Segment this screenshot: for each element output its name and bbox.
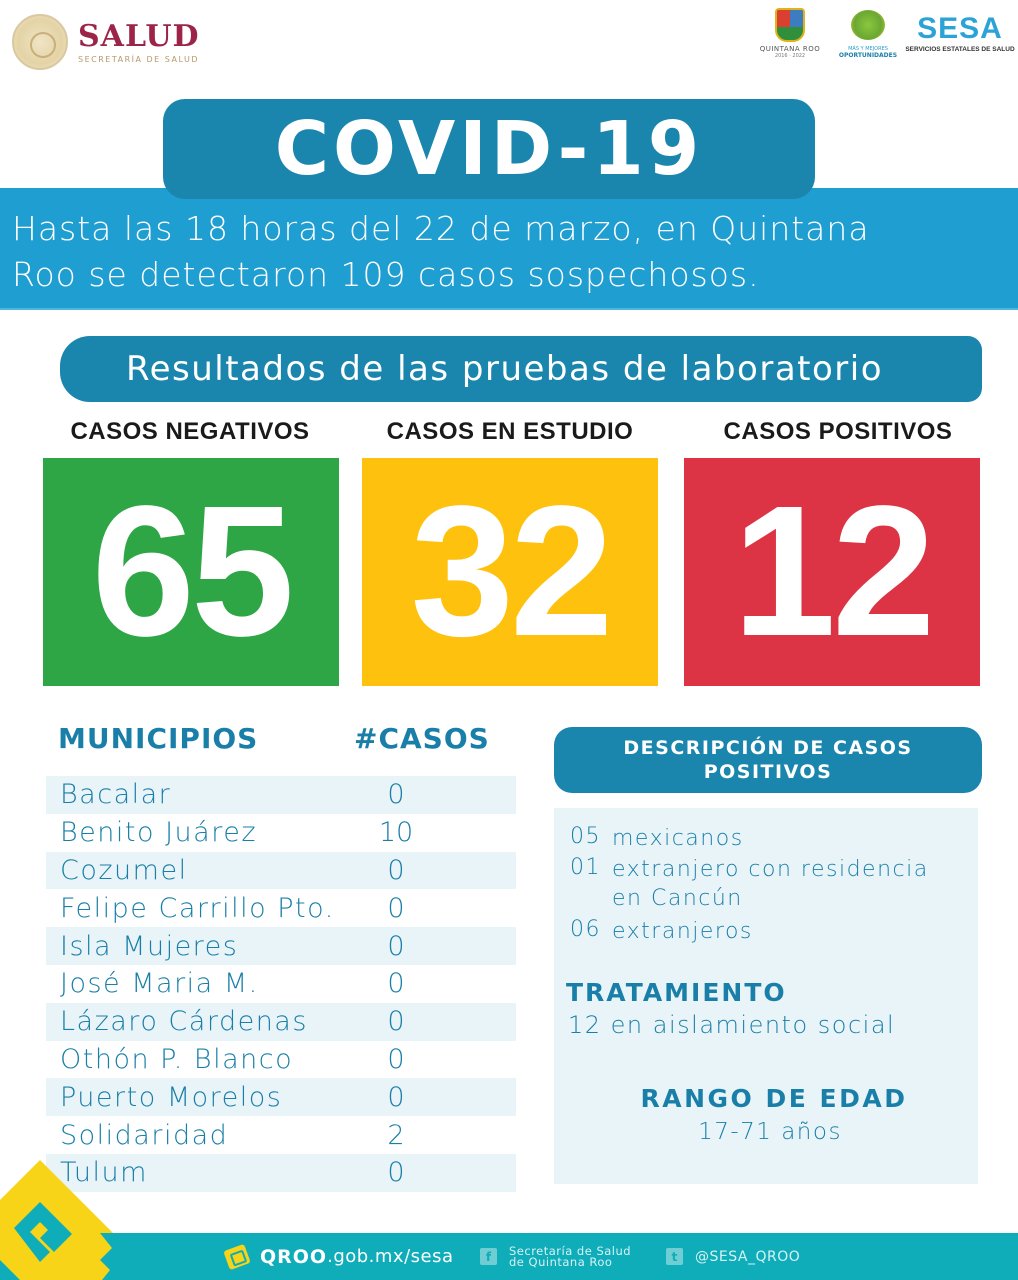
description-item-count: 01 — [570, 855, 601, 880]
description-item-text: mexicanos — [612, 826, 744, 851]
facebook-link[interactable] — [480, 1233, 631, 1280]
municipio-count: 10 — [378, 817, 414, 849]
description-header — [554, 727, 982, 793]
table-row — [46, 927, 516, 965]
description-item — [570, 917, 952, 946]
positive-cases-label: CASOS POSITIVOS — [723, 418, 953, 445]
municipios-table — [46, 776, 516, 1192]
facebook-line2: de Quintana Roo — [509, 1254, 613, 1269]
website-bold: QROO — [260, 1245, 328, 1268]
oportunidades-line1: MÁS Y MEJORES — [848, 46, 888, 52]
municipio-name: Felipe Carrillo Pto. — [60, 892, 335, 924]
study-cases-card — [362, 458, 658, 686]
oportunidades-logo — [838, 10, 898, 68]
municipio-name: Tulum — [60, 1157, 148, 1189]
municipio-name: Puerto Morelos — [60, 1081, 283, 1113]
positive-cases-value: 12 — [732, 468, 932, 675]
study-cases-label: CASOS EN ESTUDIO — [386, 418, 634, 445]
description-item-count: 05 — [570, 824, 601, 849]
table-row — [46, 1003, 516, 1041]
description-item-count: 06 — [570, 917, 601, 942]
sesa-logo-subtitle: SERVICIOS ESTATALES DE SALUD — [905, 46, 1015, 53]
summary-line-1: Hasta las 18 horas del 22 de marzo, en Quintana — [12, 209, 870, 248]
municipio-name: Cozumel — [60, 854, 188, 886]
municipio-name: José Maria M. — [60, 968, 259, 1000]
table-row — [46, 852, 516, 890]
study-cases-value: 32 — [410, 468, 610, 675]
description-item — [570, 855, 952, 913]
title-pill — [163, 99, 815, 199]
negative-cases-value: 65 — [91, 468, 291, 675]
description-panel — [554, 808, 978, 1184]
table-row — [46, 965, 516, 1003]
municipio-count: 0 — [387, 892, 405, 924]
negative-cases-label: CASOS NEGATIVOS — [70, 418, 310, 445]
twitter-handle: @SESA_QROO — [695, 1248, 801, 1265]
mayan-fret-decoration-icon — [0, 1160, 130, 1280]
treatment-heading: TRATAMIENTO — [566, 978, 787, 1007]
table-row — [46, 814, 516, 852]
municipio-count: 0 — [387, 779, 405, 811]
salud-logo-title: SALUD — [78, 18, 200, 54]
coat-of-arms-icon — [12, 14, 68, 70]
municipios-header: MUNICIPIOS — [58, 722, 259, 755]
website-rest: .gob.mx/sesa — [327, 1246, 454, 1267]
municipio-count: 0 — [387, 1081, 405, 1113]
oportunidades-line2: OPORTUNIDADES — [838, 52, 898, 59]
facebook-line1: Secretaría de Salud — [509, 1243, 632, 1258]
municipio-name: Solidaridad — [60, 1119, 229, 1151]
description-title-line1: DESCRIPCIÓN DE CASOS — [623, 737, 913, 759]
municipio-name: Isla Mujeres — [60, 930, 239, 962]
municipio-name: Benito Juárez — [60, 817, 258, 849]
description-item-text: extranjero con residencia en Cancún — [612, 857, 929, 911]
description-item-text: extranjeros — [612, 919, 753, 944]
age-range-text: 17-71 años — [698, 1119, 842, 1145]
municipio-count: 2 — [387, 1119, 405, 1151]
state-shield-icon — [775, 8, 805, 42]
summary-text — [12, 206, 1012, 298]
table-row — [46, 1116, 516, 1154]
summary-line-2: Roo se detectaron 109 casos sospechosos. — [12, 255, 760, 294]
municipio-count: 0 — [387, 1043, 405, 1075]
sesa-logo-title: SESA — [917, 12, 1003, 45]
positive-cases-card — [684, 458, 980, 686]
quintana-roo-label: QUINTANA ROO — [759, 45, 821, 53]
age-range-heading: RANGO DE EDAD — [640, 1084, 908, 1113]
table-row — [46, 889, 516, 927]
tree-icon — [851, 10, 885, 40]
municipio-count: 0 — [387, 854, 405, 886]
table-row — [46, 1078, 516, 1116]
salud-logo-subtitle: SECRETARÍA DE SALUD — [78, 54, 200, 64]
municipio-count: 0 — [387, 930, 405, 962]
salud-logo — [12, 12, 212, 72]
municipio-count: 0 — [387, 1157, 405, 1189]
table-row — [46, 1041, 516, 1079]
municipio-name: Bacalar — [60, 779, 172, 811]
quintana-roo-years: 2016 · 2022 — [774, 53, 806, 59]
municipio-name: Othón P. Blanco — [60, 1043, 294, 1075]
municipio-count: 0 — [387, 968, 405, 1000]
website-link[interactable] — [226, 1233, 454, 1280]
twitter-icon: t — [666, 1248, 683, 1265]
quintana-roo-logo — [755, 8, 825, 70]
municipio-name: Lázaro Cárdenas — [60, 1006, 308, 1038]
description-title-line2: POSITIVOS — [703, 761, 833, 783]
treatment-text: 12 en aislamiento social — [568, 1011, 896, 1039]
qroo-icon — [223, 1243, 251, 1269]
description-item — [570, 824, 952, 853]
results-header — [60, 336, 982, 402]
municipio-count: 0 — [387, 1006, 405, 1038]
twitter-link[interactable] — [666, 1233, 800, 1280]
table-row — [46, 776, 516, 814]
facebook-icon: f — [480, 1248, 497, 1265]
cases-header: #CASOS — [354, 722, 490, 755]
page-title: COVID-19 — [274, 106, 704, 192]
sesa-logo — [905, 14, 1015, 64]
results-title: Resultados de las pruebas de laboratorio — [126, 349, 884, 389]
negative-cases-card — [43, 458, 339, 686]
